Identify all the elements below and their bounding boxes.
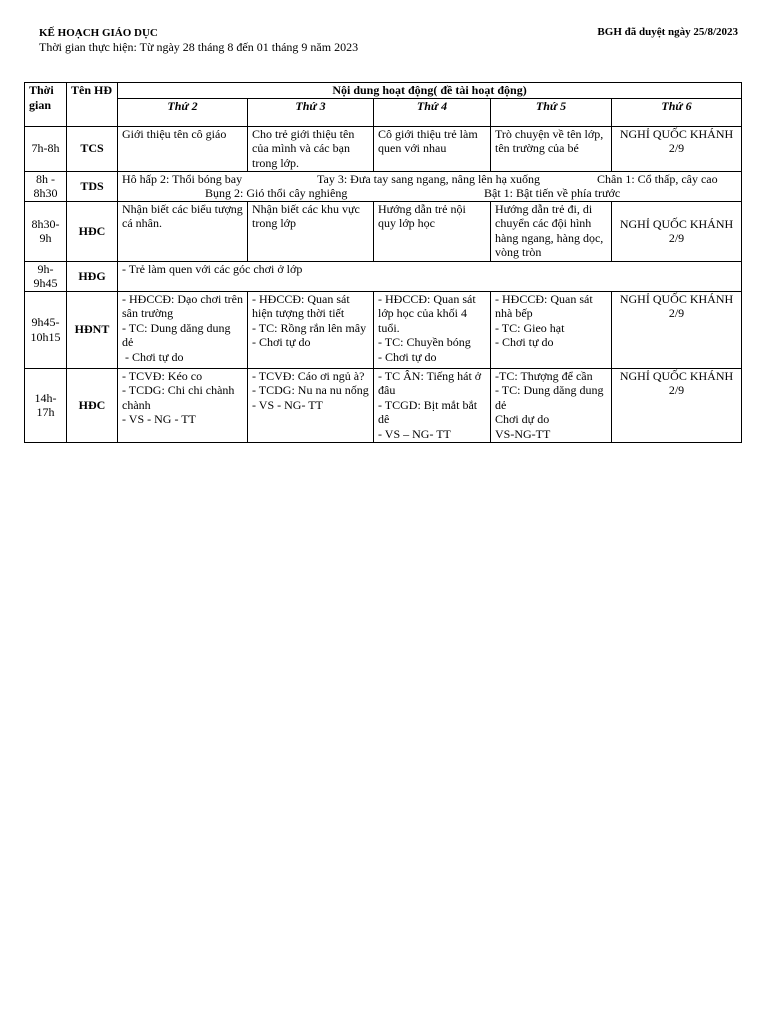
time-cell: 8h30-9h: [25, 201, 67, 261]
cell-d5: [491, 368, 612, 442]
cell-d3: Nhận biết các khu vực trong lớp: [248, 201, 374, 261]
list-item: - HĐCCĐ: Quan sát lớp học của khối 4 tuổi.: [378, 291, 476, 335]
list-item: VS-NG-TT: [495, 426, 551, 441]
cell-d6: NGHỈ QUỐC KHÁNH 2/9: [612, 126, 742, 171]
list-item: - TCDG: Nu na nu nống: [252, 383, 369, 397]
cell-d2: Giới thiệu tên cô giáo: [118, 126, 248, 171]
cell-d3: Cho trẻ giới thiệu tên của mình và các bạn trong lớp.: [248, 126, 374, 171]
tds-content: [118, 171, 742, 201]
activity-cell: HĐC: [67, 368, 118, 442]
list-item: - TCVĐ: Cáo ơi ngủ à?: [252, 368, 365, 383]
cell-d6: NGHỈ QUỐC KHÁNH 2/9: [612, 201, 742, 261]
cell-d2: [118, 291, 248, 368]
list-item: - VS - NG - TT: [122, 412, 196, 426]
cell-d3: [248, 291, 374, 368]
cell-d6: NGHỈ QUỐC KHÁNH 2/9: [612, 368, 742, 442]
time-cell: 9h-9h45: [25, 261, 67, 291]
time-cell: 14h-17h: [25, 368, 67, 442]
list-item: - Chơi tự do: [252, 335, 311, 349]
list-item: - TCGD: Bịt mắt bắt dê: [378, 397, 478, 426]
cell-d4: [374, 368, 491, 442]
header-day-3: Thứ 3: [248, 98, 374, 126]
list-item: - HĐCCĐ: Dạo chơi trên sân trường: [122, 291, 243, 320]
list-item: - TC: Dung dăng dung dẻ: [495, 383, 604, 412]
list-item: - HĐCCĐ: Quan sát nhà bếp: [495, 291, 593, 320]
cell-d3: [248, 368, 374, 442]
list-item: - Chơi tự do: [378, 349, 437, 364]
tds-chan: Chân 1: Cổ thấp, cây cao: [597, 171, 718, 186]
header-day-2: Thứ 2: [118, 98, 248, 126]
cell-d5: [491, 291, 612, 368]
cell-d4: [374, 291, 491, 368]
activity-cell: HĐC: [67, 201, 118, 261]
time-cell: 9h45-10h15: [25, 291, 67, 368]
cell-d4: Cô giới thiệu trẻ làm quen với nhau: [374, 126, 491, 171]
hdg-content: - Trẻ làm quen với các góc chơi ở lớp: [118, 261, 742, 291]
table-row-hdc1: [25, 201, 742, 261]
cell-d5: Trò chuyện về tên lớp, tên trường của bé: [491, 126, 612, 171]
header-left: [39, 26, 358, 54]
activity-cell: TDS: [67, 171, 118, 201]
activity-cell: HĐG: [67, 261, 118, 291]
table-row-hdnt: [25, 291, 742, 368]
table-row-hdc2: [25, 368, 742, 442]
list-item: - VS - NG- TT: [252, 397, 323, 412]
cell-d2: [118, 368, 248, 442]
table-row-hdg: [25, 261, 742, 291]
cell-d6: NGHỈ QUỐC KHÁNH 2/9: [612, 291, 742, 368]
list-item: - TC: Chuyền bóng: [378, 335, 471, 349]
list-item: - Chơi tự do: [122, 349, 184, 364]
header-time: Thời gian: [25, 83, 67, 127]
list-item: - TCDG: Chi chi chành chành: [122, 383, 235, 412]
cell-d5: Hướng dẫn trẻ đi, di chuyển các đội hình hàng ngang, hàng dọc, vòng tròn: [491, 201, 612, 261]
tds-bung: Bụng 2: Gió thổi cây nghiêng: [205, 186, 348, 200]
list-item: - TC ÂN: Tiếng hát ở đâu: [378, 368, 482, 397]
list-item: - TCVĐ: Kéo co: [122, 368, 203, 383]
list-item: Chơi dự do: [495, 412, 550, 426]
list-item: - TC: Rồng rắn lên mây: [252, 320, 367, 335]
list-item: - TC: Gieo hạt: [495, 320, 565, 335]
cell-d4: Hướng dẫn trẻ nội quy lớp học: [374, 201, 491, 261]
header-day-5: Thứ 5: [491, 98, 612, 126]
list-item: - TC: Dung dăng dung dẻ: [122, 320, 231, 349]
time-cell: 7h-8h: [25, 126, 67, 171]
header-activity: Tên HĐ: [67, 83, 118, 127]
approval-text: BGH đã duyệt ngày 25/8/2023: [597, 26, 738, 38]
table-row-tds: [25, 171, 742, 201]
tds-bat: Bật 1: Bật tiến về phía trước: [484, 186, 621, 200]
schedule-table: [24, 82, 742, 443]
activity-cell: HĐNT: [67, 291, 118, 368]
cell-d2: Nhận biết các biểu tượng cá nhân.: [118, 201, 248, 261]
document-title: KẾ HOẠCH GIÁO DỤC: [39, 27, 158, 39]
list-item: - Chơi tự do: [495, 335, 554, 349]
list-item: -TC: Thượng để cần: [495, 368, 593, 383]
header-day-4: Thứ 4: [374, 98, 491, 126]
period-text: Thời gian thực hiện: Từ ngày 28 tháng 8 đến 01 tháng 9 năm 2023: [39, 40, 359, 54]
table-row-tcs: [25, 126, 742, 171]
activity-cell: TCS: [67, 126, 118, 171]
tds-tay: Tay 3: Đưa tay sang ngang, nâng lên hạ xuống: [317, 171, 540, 186]
time-cell: 8h - 8h30: [25, 171, 67, 201]
list-item: - HĐCCĐ: Quan sát hiện tượng thời tiết: [252, 291, 350, 320]
list-item: - VS – NG- TT: [378, 426, 451, 441]
header-day-6: Thứ 6: [612, 98, 742, 126]
tds-ho-hap: Hô hấp 2: Thổi bóng bay: [122, 171, 243, 186]
header-content: Nội dung hoạt động( đề tài hoạt động): [118, 83, 742, 99]
